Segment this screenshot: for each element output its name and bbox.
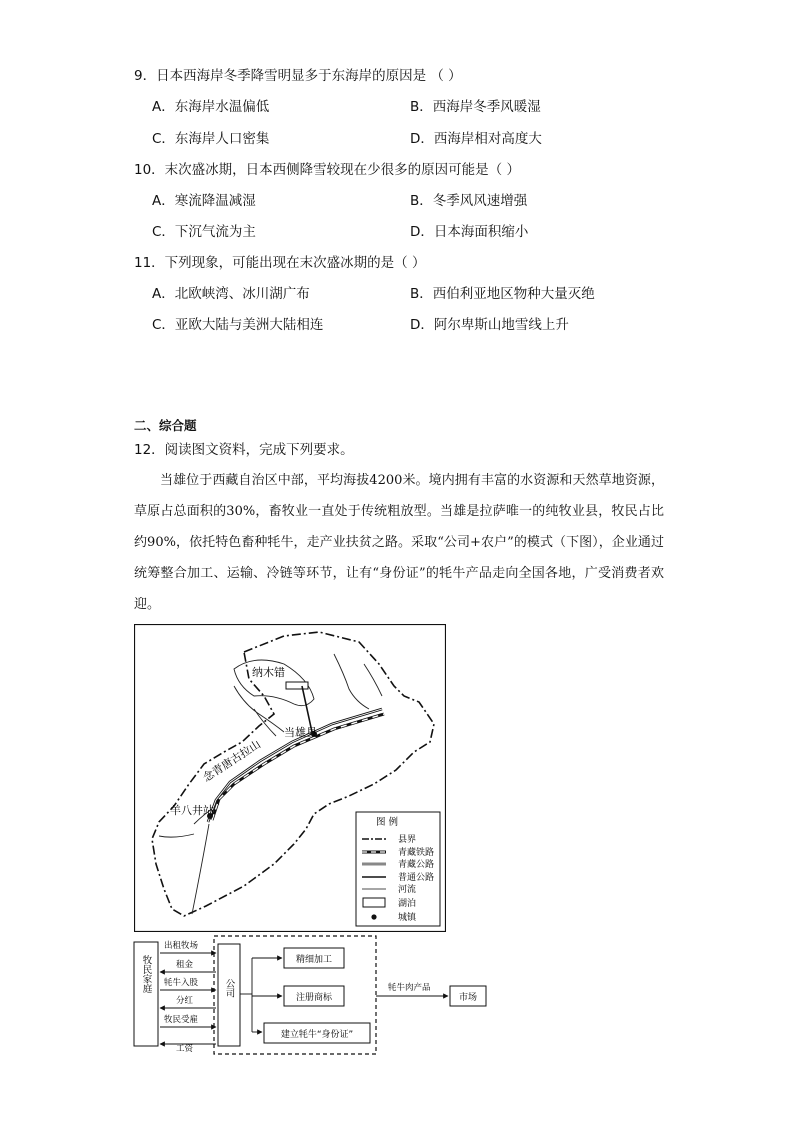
q11-option-b[interactable]: B．西伯利亚地区物种大量灭绝 [410, 286, 595, 302]
arrow-label-wages: 工资 [176, 1044, 194, 1054]
legend-symbol-lake [363, 898, 385, 907]
arrow-label-dividend: 分红 [176, 996, 194, 1006]
company-label: 公司 [223, 978, 235, 998]
q10-option-b[interactable]: B．冬季风风速增强 [410, 193, 528, 209]
arrow-label-employed: 牧民受雇 [164, 1015, 199, 1025]
q10-option-c[interactable]: C．下沉气流为主 [152, 224, 256, 240]
legend-town: 城镇 [398, 913, 417, 923]
family-label: 牧民家庭 [140, 955, 152, 993]
product-label: 牦牛肉产品 [388, 983, 431, 993]
market-label: 市场 [458, 993, 478, 1003]
q11-option-c[interactable]: C．亚欧大陆与美洲大陆相连 [152, 317, 324, 333]
step-trademark: 注册商标 [295, 993, 333, 1003]
label-namtso: 纳木错 [252, 666, 285, 679]
legend-lake: 湖泊 [398, 899, 417, 909]
arrow-label-yak-shares: 牦牛入股 [164, 978, 199, 988]
q9-option-d[interactable]: D．西海岸相对高度大 [410, 131, 542, 147]
company-farmer-flow-diagram [130, 934, 492, 1058]
lake-icon [286, 682, 308, 689]
label-mountain: 念青唐古拉山 [200, 737, 263, 785]
legend-title: 图 例 [376, 817, 399, 828]
dangxiong-map [134, 624, 446, 932]
arrow-label-rent: 租金 [176, 960, 194, 970]
legend-boundary: 县界 [398, 835, 417, 845]
legend-railway: 青藏铁路 [398, 848, 435, 858]
step-id: 建立牦牛“身份证” [280, 1030, 354, 1040]
step-processing: 精细加工 [295, 955, 333, 965]
q11-option-d[interactable]: D．阿尔卑斯山地雪线上升 [410, 317, 569, 333]
arrow-label-rent-out: 出租牧场 [164, 941, 199, 951]
q12-passage: 当雄位于西藏自治区中部，平均海拔4200米。境内拥有丰富的水资源和天然草地资源，草原占总面积的30%，畜牧业一直处于传统粗放型。当雄是拉萨唯一的纯牧业县，牧民占比约90%，依托特色畜种牦牛，走产业扶贫之路。采取“公司+农户”的模式（下图），企业通过统筹整合加工、运输、冷链等环节，让有“身份证”的牦牛产品走向全国各地，广受消费者欢迎。 [134, 473, 664, 612]
section-title: 二、综合题 [134, 418, 197, 433]
legend-highway: 青藏公路 [398, 860, 435, 870]
q9-stem: 9．日本西海岸冬季降雪明显多于东海岸的原因是 （ ） [134, 68, 462, 84]
q10-option-d[interactable]: D．日本海面积缩小 [410, 224, 529, 240]
q11-option-a[interactable]: A．北欧峡湾、冰川湖广布 [152, 286, 310, 302]
legend-river: 河流 [398, 885, 417, 895]
q10-option-a[interactable]: A．寒流降温减湿 [152, 193, 256, 209]
q9-option-b[interactable]: B．西海岸冬季风暖湿 [410, 99, 541, 115]
q12-stem: 12．阅读图文资料，完成下列要求。 [134, 442, 354, 458]
legend-road: 普通公路 [398, 873, 435, 883]
q11-stem: 11．下列现象，可能出现在末次盛冰期的是（ ） [134, 255, 426, 271]
legend-symbol-town [371, 914, 376, 919]
label-dangxiong: 当雄县 [284, 726, 317, 739]
label-yangbajing: 羊八井站 [170, 804, 214, 817]
q10-stem: 10．末次盛冰期，日本西侧降雪较现在少很多的原因可能是（ ） [134, 162, 520, 178]
q9-option-c[interactable]: C．东海岸人口密集 [152, 131, 270, 147]
q9-option-a[interactable]: A．东海岸水温偏低 [152, 99, 270, 115]
